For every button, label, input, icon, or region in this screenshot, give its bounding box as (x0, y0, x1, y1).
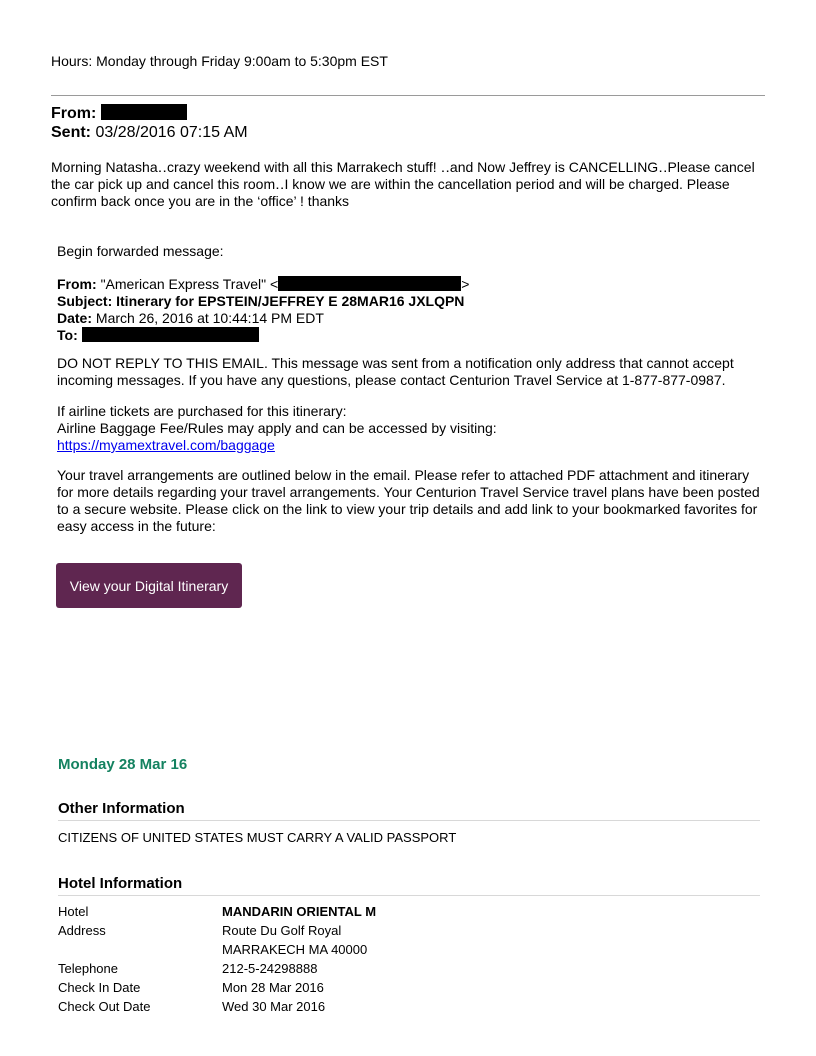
redacted-sender-address (278, 276, 461, 291)
hotel-information-title: Hotel Information (58, 875, 760, 896)
forwarded-to-label: To: (57, 327, 78, 343)
table-row (58, 980, 376, 999)
address-label: Address (58, 923, 106, 938)
address-label-blank (58, 942, 222, 961)
forwarded-from-line (57, 276, 469, 293)
hotel-details-table (58, 904, 376, 1018)
forwarded-date-label: Date: (57, 310, 93, 326)
other-information-title: Other Information (58, 800, 760, 821)
forwarded-subject-value: Itinerary for EPSTEIN/JEFFREY E 28MAR16 JXLQPN (116, 293, 465, 309)
day-heading: Monday 28 Mar 16 (58, 756, 188, 773)
forwarded-message-intro: Begin forwarded message: (57, 243, 224, 259)
email-from-line (51, 104, 187, 123)
from-label: From: (51, 105, 97, 122)
view-digital-itinerary-button[interactable]: View your Digital Itinerary (56, 563, 242, 608)
baggage-line-1: If airline tickets are purchased for this itinerary: (57, 403, 347, 419)
table-row (58, 942, 376, 961)
email-body: Morning Natasha‥crazy weekend with all this Marrakech stuff! ‥and Now Jeffrey is CANCELLING‥Please cancel the car pick up and cancel this room‥I know we are within the cancellation period and will be charged. Please confirm back once you are in the ‘office’ ! thanks (51, 159, 755, 209)
forwarded-to-line (57, 327, 469, 344)
telephone-label: Telephone (58, 961, 118, 976)
no-reply-notice: DO NOT REPLY TO THIS EMAIL. This message was sent from a notification only address that cannot accept incoming messages. If you have any questions, please contact Centurion Travel Service at 1-877-877-0987. (57, 355, 734, 388)
address-line-2: MARRAKECH MA 40000 (222, 942, 368, 957)
check-out-label: Check Out Date (58, 999, 151, 1014)
header-divider (51, 95, 765, 96)
table-row (58, 904, 376, 923)
forwarded-header (57, 276, 469, 344)
forwarded-from-suffix: > (461, 276, 470, 292)
forwarded-date-line (57, 310, 469, 327)
hotel-name: MANDARIN ORIENTAL M (222, 904, 377, 919)
other-information-text: CITIZENS OF UNITED STATES MUST CARRY A VALID PASSPORT (58, 830, 457, 845)
address-line-1: Route Du Golf Royal (222, 923, 342, 938)
email-sent-line (51, 123, 248, 142)
baggage-info (57, 403, 777, 454)
redacted-recipient (82, 327, 259, 342)
forwarded-subject-line (57, 293, 469, 310)
check-in-value: Mon 28 Mar 2016 (222, 980, 324, 995)
baggage-link[interactable]: https://myamextravel.com/baggage (57, 437, 275, 453)
forwarded-subject-label: Subject: (57, 293, 113, 309)
sent-label: Sent: (51, 124, 91, 141)
forwarded-from-label: From: (57, 276, 97, 292)
forwarded-from-prefix: "American Express Travel" < (100, 276, 279, 292)
hotel-label: Hotel (58, 904, 89, 919)
office-hours: Hours: Monday through Friday 9:00am to 5:30pm EST (51, 53, 388, 69)
check-out-value: Wed 30 Mar 2016 (222, 999, 326, 1014)
redacted-sender (101, 104, 187, 120)
forwarded-date-value: March 26, 2016 at 10:44:14 PM EDT (95, 310, 324, 326)
table-row (58, 999, 376, 1018)
baggage-line-2: Airline Baggage Fee/Rules may apply and can be accessed by visiting: (57, 420, 497, 436)
table-row (58, 961, 376, 980)
telephone-value: 212-5-24298888 (222, 961, 318, 976)
travel-arrangements-text: Your travel arrangements are outlined below in the email. Please refer to attached PDF attachment and itinerary for more details regarding your travel arrangements. Your Centurion Travel Service travel plans have been posted to a secure website. Please click on the link to view your trip details and add link to your bookmarked favorites for easy access in the future: (57, 467, 760, 534)
check-in-label: Check In Date (58, 980, 141, 995)
sent-value: 03/28/2016 07:15 AM (95, 124, 248, 141)
table-row (58, 923, 376, 942)
